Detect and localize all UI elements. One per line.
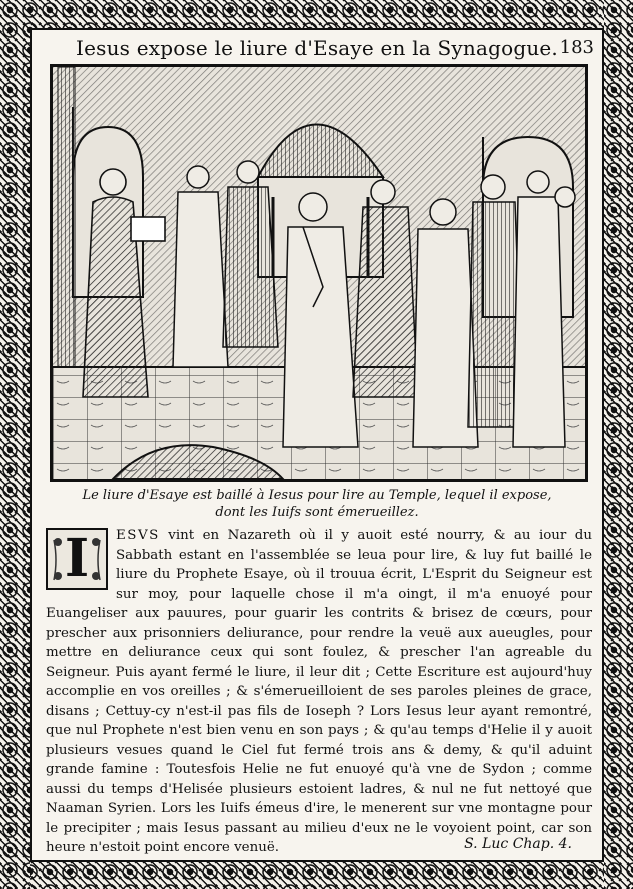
paragraph-text: vint en Nazareth où il y auoit esté nourry, & au iour du Sabbath estant en l'assemblée se leua pour lire, & luy fut baillé le liure du Prophete Esaye, où il trouua écrit, L'Esprit du Seigneur est sur moy, pour laquelle chose il m'a oingt, il m'a enuoyé pour Euangeliser aux pauures, pour guarir les contrits & brisez de cœurs, pour prescher aux prisonniers deliurance, pour rendre la veuë aux aueugles, pour mettre en deliurance ceux qui sont foulez, & prescher l'an agreable du Seigneur. Puis ayant fermé le liure, il leur dit ; Cette Escriture est aujourd'huy accomplie en vos oreilles ; & s'émerueilloient de ses paroles pleines de grace, disans ; Cettuy-cy n'est-il pas fils de Ioseph ? Lors Iesus leur ayant remontré, que nul Prophete n'est bien venu en son pays ; & qu'au temps d'Helie il y auoit plusieurs vesues quand le Ciel fut fermé trois ans & demy, & qu'il aduint grande famine : Toutesfois Helie ne fut enuoyé qu'à vne de Sydon ; comme aussi du temps d'Helisée plusieurs estoient ladres, & nul ne fut nettoyé que Naaman Syrien. Lors les Iuifs émeus d'ire, le menerent sur vne montagne pour le precipiter ; mais Iesus passant au milieu d'eux ne le voyoient point, car son heure n'estoit point encore venuë. [46,528,592,855]
scripture-reference: S. Luc Chap. 4. [464,836,572,852]
illustration-caption [32,487,602,521]
caption-line-2: dont les Iuifs sont émerueillez. [215,505,419,520]
dropcap-letter: I [64,528,90,589]
page-frame [30,28,604,862]
ornamental-border-bottom [0,862,633,889]
decorated-initial [46,528,108,590]
ornamental-border-right [604,0,633,889]
ornamental-border-top [0,0,633,28]
woodcut-illustration [50,64,588,482]
synagogue-scene-image [53,67,585,479]
lead-word: ESVS [116,528,160,543]
page-title: Iesus expose le liure d'Esaye en la Synagogue. [76,36,558,60]
body-paragraph [46,526,592,858]
ornamental-border-left [0,0,30,889]
page-number: 183 [559,37,594,58]
caption-line-1: Le liure d'Esaye est baillé à Iesus pour lire au Temple, lequel il expose, [82,488,552,503]
